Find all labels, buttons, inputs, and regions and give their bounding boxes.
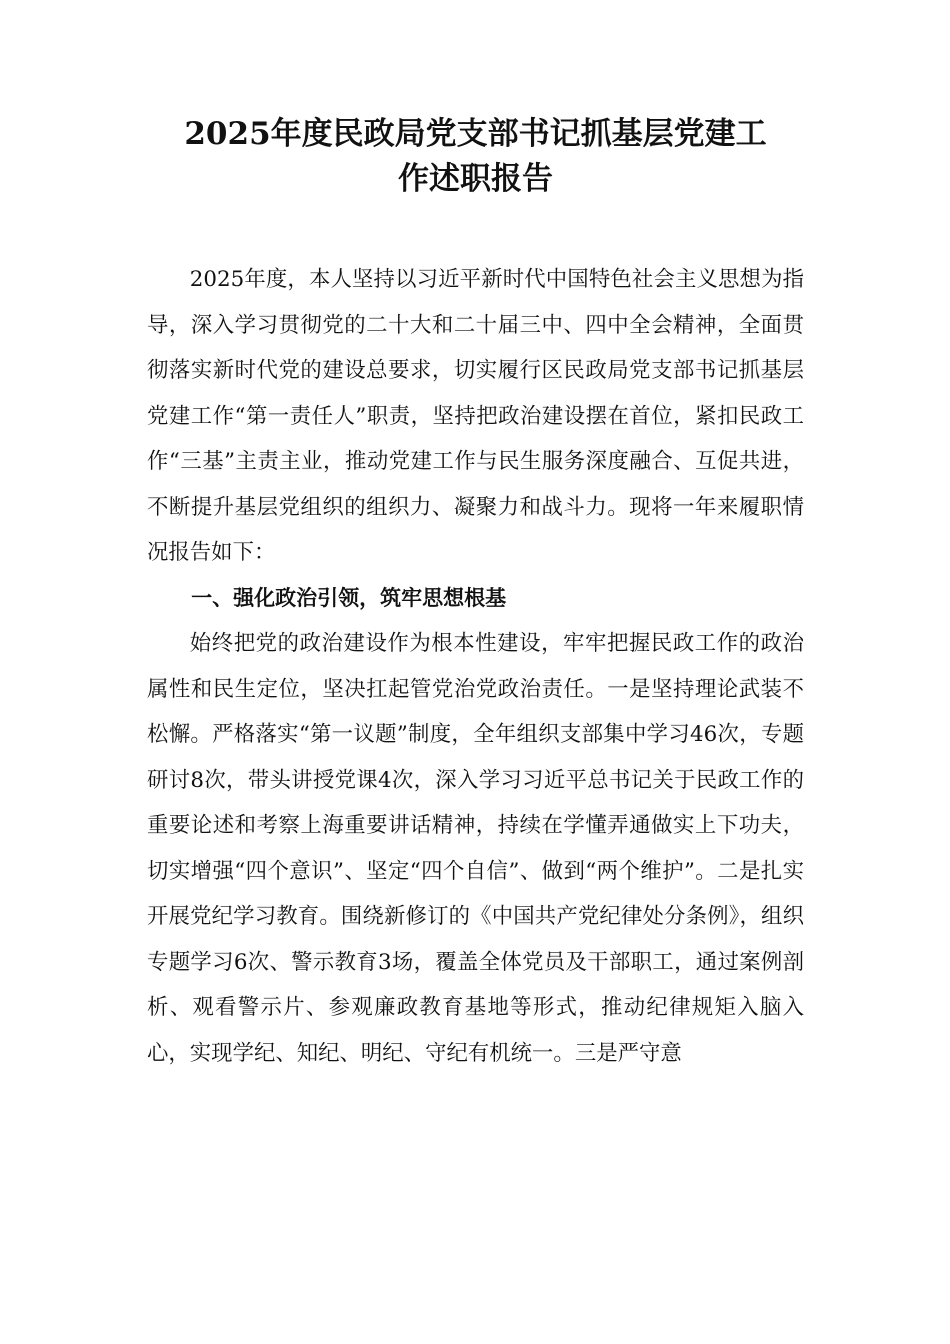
document-title-line-2: 作述职报告 bbox=[398, 161, 553, 197]
intro-paragraph: 2025年度，本人坚持以习近平新时代中国特色社会主义思想为指导，深入学习贯彻党的二十大和二十届三中、四中全会精神，全面贯彻落实新时代党的建设总要求，切实履行区民政局党支部书记抓基层党建工作“第一责任人”职责，坚持把政治建设摆在首位，紧扣民政工作“三基”主责主业，推动党建工作与民生服务深度融合、互促共进，不断提升基层党组织的组织力、凝聚力和战斗力。现将一年来履职情况报告如下： bbox=[147, 267, 804, 565]
document-title-line-1: 2025年度民政局党支部书记抓基层党建工 bbox=[184, 116, 767, 152]
document-title bbox=[147, 112, 804, 202]
section-1-paragraph: 始终把党的政治建设作为根本性建设，牢牢把握民政工作的政治属性和民生定位，坚决扛起管党治党政治责任。一是坚持理论武装不松懈。严格落实“第一议题”制度，全年组织支部集中学习46次，专题研讨8次，带头讲授党课4次，深入学习习近平总书记关于民政工作的重要论述和考察上海重要讲话精神，持续在学懂弄通做实上下功夫，切实增强“四个意识”、坚定“四个自信”、做到“两个维护”。二是扎实开展党纪学习教育。围绕新修订的《中国共产党纪律处分条例》，组织专题学习6次、警示教育3场，覆盖全体党员及干部职工，通过案例剖析、观看警示片、参观廉政教育基地等形式，推动纪律规矩入脑入心，实现学纪、知纪、明纪、守纪有机统一。三是严守意 bbox=[147, 631, 804, 1066]
document-page bbox=[147, 112, 804, 1076]
section-1-heading: 一、强化政治引领，筑牢思想根基 bbox=[191, 585, 507, 610]
